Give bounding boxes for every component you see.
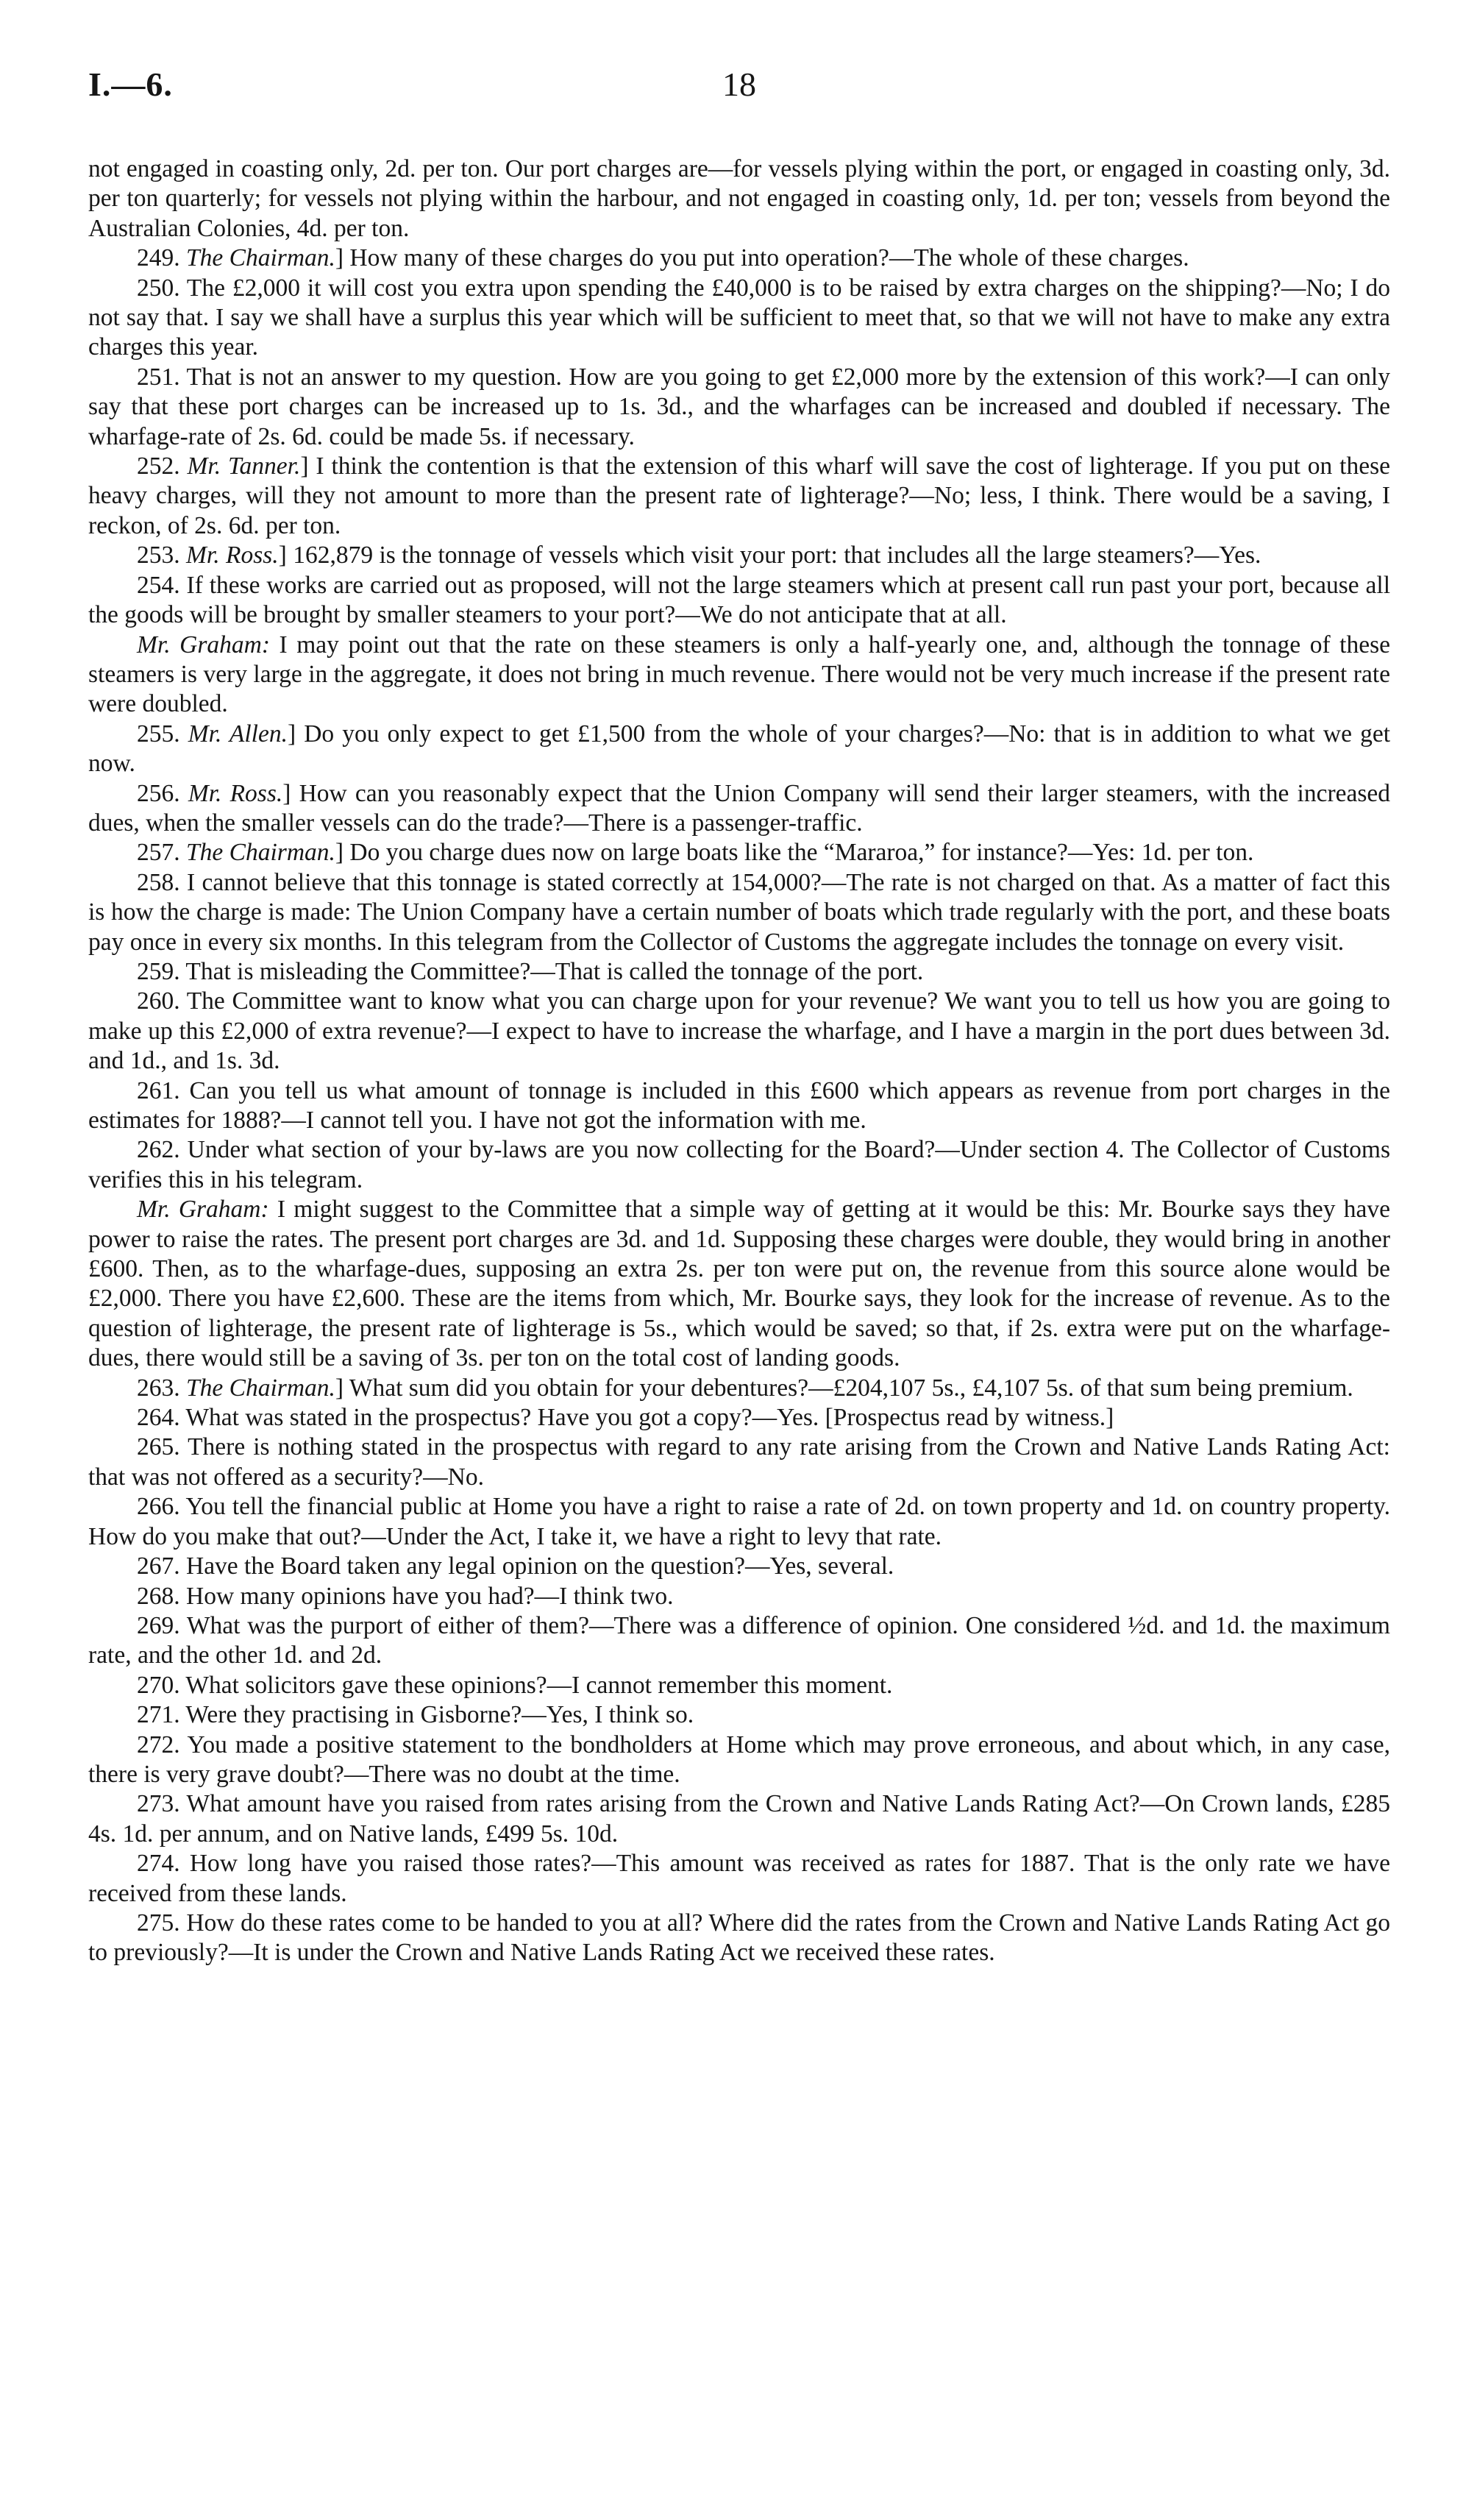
- paragraph: [88, 274, 1390, 363]
- paragraph-text: 162,879 is the tonnage of vessels which visit your port: that includes all the large steamers?—Yes.: [293, 542, 1261, 569]
- paragraph: [88, 1582, 1390, 1611]
- question-number: 274.: [137, 1850, 180, 1878]
- paragraph: [88, 363, 1390, 452]
- paragraph-text: The Committee want to know what you can charge upon for your revenue? We want you to tell us how you are going to make up this £2,000 of extra revenue?—I expect to have to increase the wharfage, and I have a margin in the port dues between 3d. and 1d., and 1s. 3d.: [88, 987, 1390, 1075]
- paragraph: [88, 1433, 1390, 1492]
- question-number: 263.: [137, 1374, 180, 1402]
- paragraph-text: The £2,000 it will cost you extra upon spending the £40,000 is to be raised by extra charges on the shipping?—No; I do not say that. I say we shall have a surplus this year which will be sufficient to meet that, so that we will not have to make any extra charges this year.: [88, 274, 1390, 361]
- paragraph-text: That is misleading the Committee?—That is called the tonnage of the port.: [185, 957, 924, 985]
- paragraph-text: If these works are carried out as proposed, will not the large steamers which at present call run past your port, because all the goods will be brought by smaller steamers to your port?—We do not anticipate that at all.: [88, 571, 1391, 629]
- question-number: 273.: [137, 1790, 180, 1818]
- question-number: 272.: [137, 1731, 180, 1758]
- speaker-name: Mr. Graham:: [137, 1196, 269, 1224]
- paragraph: [88, 155, 1390, 244]
- paragraph-text: There is nothing stated in the prospectus with regard to any rate arising from the Crown and Native Lands Rating Act: that was not offered as a security?—No.: [88, 1433, 1390, 1491]
- speaker-name: The Chairman.: [186, 1374, 335, 1402]
- paragraph: [88, 1492, 1390, 1552]
- paragraph-text: How do these rates come to be handed to you at all? Where did the rates from the Crown and Native Lands Rating Act go to previously?—It is under the Crown and Native Lands Rating Act we received these rates.: [88, 1909, 1391, 1967]
- question-number: 251.: [137, 363, 180, 391]
- paragraph-text: What was stated in the prospectus? Have you got a copy?—Yes. [Prospectus read by witness.]: [185, 1404, 1114, 1432]
- question-number: 275.: [137, 1909, 180, 1937]
- question-number: 249.: [137, 244, 180, 272]
- question-number: 261.: [137, 1076, 180, 1104]
- paragraph: [88, 452, 1390, 541]
- paragraph-text: I cannot believe that this tonnage is stated correctly at 154,000?—The rate is not charged on that. As a matter of fact this is how the charge is made: The Union Company have a certain number of boats which trade regularly with the port, and these boats pay once in every six months. In this telegram from the Collector of Customs the aggregate includes the tonnage on every visit.: [88, 868, 1391, 956]
- question-number: 267.: [137, 1552, 180, 1580]
- speaker-name: Mr. Tanner.: [187, 452, 301, 480]
- speaker-bracket: ]: [278, 542, 287, 569]
- speaker-name: Mr. Ross.: [188, 779, 283, 807]
- speaker-name: Mr. Graham:: [137, 631, 270, 659]
- paragraph: [88, 631, 1390, 720]
- paragraph: [88, 868, 1390, 957]
- paragraph: [88, 1611, 1390, 1671]
- question-number: 257.: [137, 839, 180, 867]
- document-page: [88, 65, 1391, 1968]
- speaker-name: The Chairman.: [186, 839, 335, 867]
- question-number: 262.: [137, 1136, 180, 1164]
- paragraph: [88, 1403, 1390, 1433]
- paragraph: [88, 1195, 1390, 1373]
- paragraph-text: How can you reasonably expect that the Union Company will send their larger steamers, with the increased dues, when the smaller vessels can do the trade?—There is a passenger-traffic.: [88, 779, 1390, 837]
- paragraph-text: How many opinions have you had?—I think two.: [186, 1582, 674, 1610]
- question-number: 265.: [137, 1433, 180, 1461]
- speaker-bracket: ]: [287, 720, 296, 748]
- paragraph: [88, 541, 1390, 570]
- speaker-bracket: ]: [300, 452, 309, 480]
- question-number: 253.: [137, 542, 180, 569]
- speaker-bracket: ]: [335, 244, 344, 272]
- body-text: [88, 155, 1390, 1968]
- paragraph: [88, 244, 1390, 273]
- question-number: 260.: [137, 987, 180, 1015]
- paragraph: [88, 1849, 1390, 1909]
- speaker-name: Mr. Ross.: [186, 542, 279, 569]
- speaker-bracket: ]: [335, 839, 344, 867]
- question-number: 258.: [137, 868, 180, 896]
- paragraph: [88, 1552, 1390, 1581]
- paragraph: [88, 987, 1390, 1076]
- paragraph: [88, 571, 1390, 631]
- paragraph-text: What amount have you raised from rates arising from the Crown and Native Lands Rating Act?—On Crown lands, £285 4s. 1d. per annum, and on Native lands, £499 5s. 10d.: [88, 1790, 1391, 1848]
- speaker-bracket: ]: [282, 779, 291, 807]
- question-number: 259.: [137, 957, 180, 985]
- paragraph-text: Were they practising in Gisborne?—Yes, I think so.: [185, 1701, 694, 1729]
- paragraph: [88, 1700, 1390, 1730]
- question-number: 269.: [137, 1611, 180, 1639]
- question-number: 264.: [137, 1404, 180, 1432]
- paragraph: [88, 1374, 1390, 1403]
- paragraph: [88, 1789, 1390, 1849]
- paragraph: [88, 1671, 1390, 1700]
- question-number: 252.: [137, 452, 180, 480]
- paragraph: [88, 779, 1390, 839]
- page-header: [88, 65, 1390, 129]
- paragraph-text: Under what section of your by-laws are you now collecting for the Board?—Under section 4. The Collector of Customs verifies this in his telegram.: [88, 1136, 1391, 1193]
- paragraph: [88, 1076, 1390, 1136]
- speaker-bracket: ]: [335, 1374, 344, 1402]
- paragraph-text: You tell the financial public at Home you have a right to raise a rate of 2d. on town property and 1d. on country property. How do you make that out?—Under the Act, I take it, we have a right to levy that rate.: [88, 1493, 1391, 1550]
- paragraph-text: I might suggest to the Committee that a simple way of getting at it would be this: Mr. Bourke says they have power to raise the rates. The present port charges are 3d. and 1d. Supposing these charges were double, they would bring in another £600. Then, as to the wharfage-dues, supposing an extra 2s. per ton were put on, the revenue from this source alone would be £2,000. There you have £2,600. These are the items from which, Mr. Bourke says, they look for the increase of revenue. As to the question of lighterage, the present rate of lighterage is 5s., which would be saved; so that, if 2s. extra were put on the wharfage-dues, there would still be a saving of 3s. per ton on the total cost of landing goods.: [88, 1196, 1391, 1372]
- question-number: 266.: [137, 1493, 180, 1521]
- paragraph-text: What was the purport of either of them?—There was a difference of opinion. One considered ½d. and 1d. the maximum rate, and the other 1d. and 2d.: [88, 1611, 1390, 1669]
- paragraph-text: Do you only expect to get £1,500 from the whole of your charges?—No: that is in addition to what we get now.: [88, 720, 1391, 778]
- paragraph-text: Have the Board taken any legal opinion on the question?—Yes, several.: [186, 1552, 894, 1580]
- paragraph-text: What sum did you obtain for your debentures?—£204,107 5s., £4,107 5s. of that sum being premium.: [349, 1374, 1353, 1402]
- paragraph: [88, 838, 1390, 867]
- paragraph-text: I may point out that the rate on these steamers is only a half-yearly one, and, although the tonnage of these steamers is very large in the aggregate, it does not bring in much revenue. There would not be very much increase if the present rate were doubled.: [88, 631, 1390, 718]
- page-number: 18: [722, 65, 756, 103]
- speaker-name: The Chairman.: [186, 244, 335, 272]
- paragraph-text: That is not an answer to my question. How are you going to get £2,000 more by the extension of this work?—I can only say that these port charges can be increased up to 1s. 3d., and the wharfages can be increased and doubled if necessary. The wharfage-rate of 2s. 6d. could be made 5s. if necessary.: [88, 363, 1390, 450]
- question-number: 270.: [137, 1671, 180, 1699]
- paragraph: [88, 1731, 1390, 1790]
- question-number: 256.: [137, 779, 180, 807]
- question-number: 271.: [137, 1701, 180, 1729]
- paragraph-text: not engaged in coasting only, 2d. per ton. Our port charges are—for vessels plying within the port, or engaged in coasting only, 3d. per ton quarterly; for vessels not plying within the harbour, and not engaged in coasting only, 1d. per ton; vessels from beyond the Australian Colonies, 4d. per ton.: [88, 155, 1390, 242]
- paragraph: [88, 1135, 1390, 1195]
- question-number: 250.: [137, 274, 180, 302]
- paragraph-text: What solicitors gave these opinions?—I cannot remember this moment.: [185, 1671, 893, 1699]
- paragraph: [88, 720, 1390, 779]
- question-number: 255.: [137, 720, 180, 748]
- speaker-name: Mr. Allen.: [188, 720, 288, 748]
- paragraph-text: How long have you raised those rates?—This amount was received as rates for 1887. That is the only rate we have received from these lands.: [88, 1850, 1391, 1907]
- paragraph: [88, 957, 1390, 987]
- question-number: 268.: [137, 1582, 180, 1610]
- paragraph-text: How many of these charges do you put into operation?—The whole of these charges.: [349, 244, 1189, 272]
- paragraph-text: Can you tell us what amount of tonnage is included in this £600 which appears as revenue from port charges in the estimates for 1888?—I cannot tell you. I have not got the information with me.: [88, 1076, 1390, 1134]
- paragraph-text: You made a positive statement to the bondholders at Home which may prove erroneous, and about which, in any case, there is very grave doubt?—There was no doubt at the time.: [88, 1731, 1390, 1788]
- paragraph-text: I think the contention is that the extension of this wharf will save the cost of lighterage. If you put on these heavy charges, will they not amount to more than the present rate of lighterage?—No; less, I think. There would be a saving, I reckon, of 2s. 6d. per ton.: [88, 452, 1391, 539]
- paragraph: [88, 1909, 1390, 1968]
- paper-reference: I.—6.: [88, 65, 173, 103]
- question-number: 254.: [137, 571, 180, 599]
- paragraph-text: Do you charge dues now on large boats like the “Mararoa,” for instance?—Yes: 1d. per ton.: [349, 839, 1254, 867]
